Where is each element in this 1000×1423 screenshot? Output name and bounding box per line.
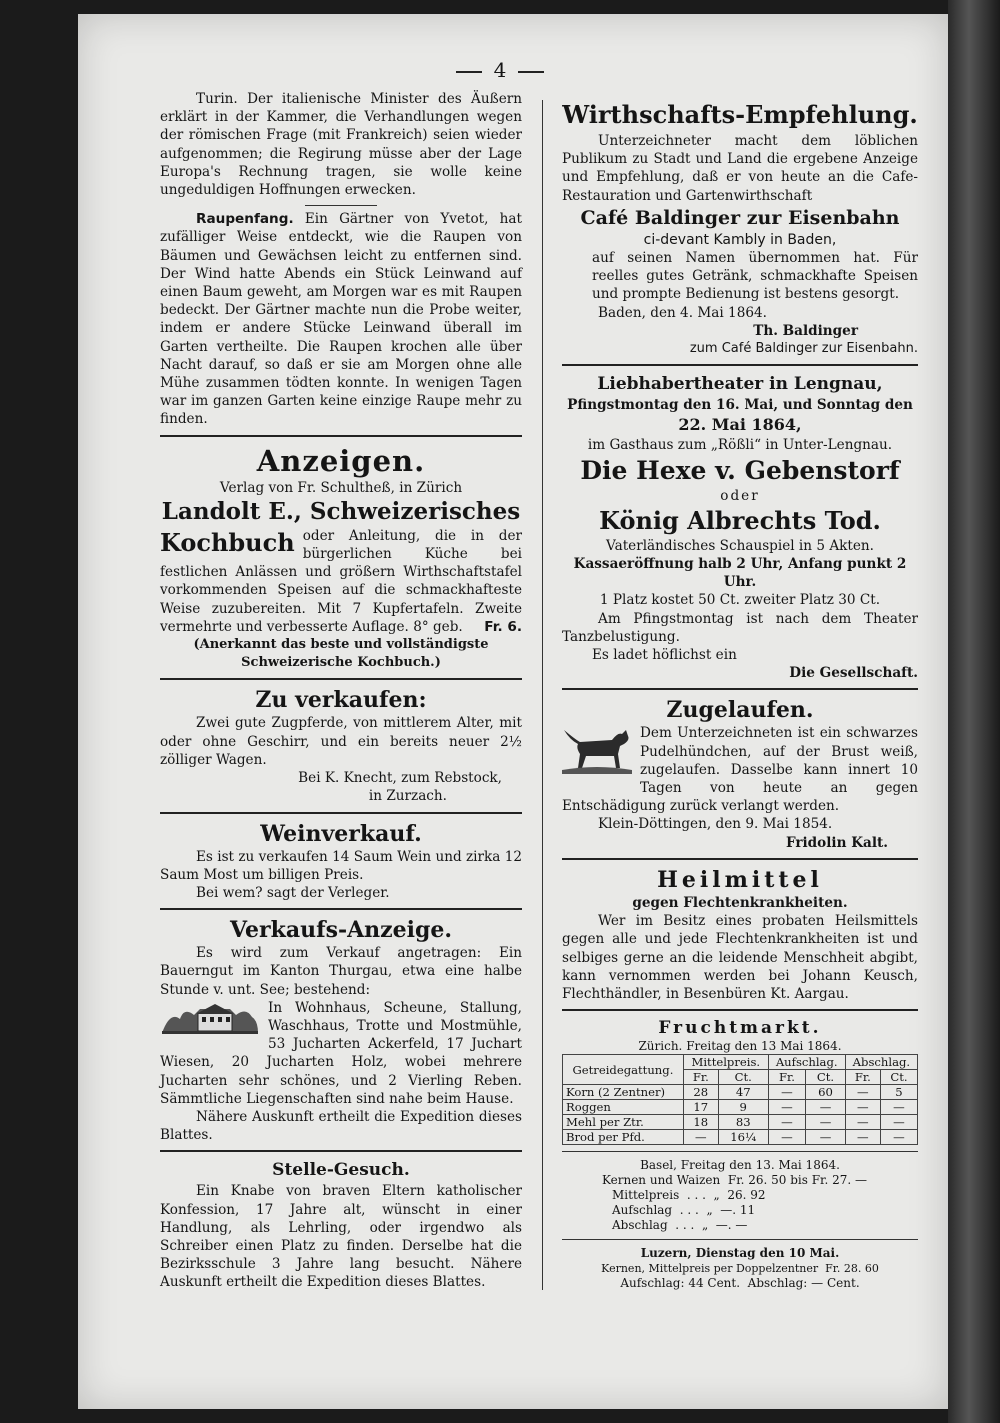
- zugelaufen-ad: [562, 724, 918, 815]
- table-header: Getreidegattung.: [563, 1055, 684, 1085]
- theater-place: im Gasthaus zum „Rößli“ in Unter-Lengnau.: [587, 437, 893, 454]
- basel-line: Basel, Freitag den 13. Mai 1864.: [640, 1158, 840, 1173]
- table-row: [563, 1100, 918, 1115]
- cafe-sub: ci-devant Kambly in Baden,: [643, 231, 837, 248]
- wirthschaft-date: Baden, den 4. Mai 1864.: [598, 304, 767, 321]
- table-cell: Mehl per Ztr.: [563, 1115, 684, 1130]
- table-cell: —: [880, 1115, 917, 1130]
- table-cell: —: [806, 1130, 846, 1145]
- table-cell: —: [845, 1100, 880, 1115]
- table-cell: 28: [683, 1085, 718, 1100]
- table-subheader: Ct.: [880, 1070, 917, 1085]
- play-title-1: Die Hexe v. Gebenstorf: [580, 455, 900, 485]
- kochbuch-note: (Anerkannt das beste und vollständigste Schweizerische Kochbuch.): [193, 637, 489, 671]
- divider: [160, 812, 522, 814]
- divider: [562, 1009, 918, 1011]
- wirthschaft-sign: Th. Baldinger: [753, 322, 858, 339]
- anzeigen-heading: Anzeigen.: [256, 443, 426, 478]
- zugelaufen-heading: Zugelaufen.: [666, 697, 814, 724]
- weinverkauf-heading: Weinverkauf.: [260, 820, 422, 847]
- table-header-row: [563, 1055, 918, 1070]
- table-row: [563, 1130, 918, 1145]
- heilmittel-heading: Heilmittel: [657, 866, 823, 893]
- verlag-line: Verlag von Fr. Schultheß, in Zürich: [219, 479, 463, 496]
- wirthschaft-heading: Wirthschafts-Empfehlung.: [562, 100, 918, 129]
- wirthschaft-sign-2: zum Café Baldinger zur Eisenbahn.: [689, 341, 918, 357]
- table-cell: —: [768, 1130, 806, 1145]
- zu-verkaufen-sign: Bei K. Knecht, zum Rebstock,: [298, 770, 502, 787]
- prices-line: 1 Platz kostet 50 Ct. zweiter Platz 30 Ct.: [599, 592, 881, 609]
- kochbuch-word: Kochbuch: [160, 527, 295, 557]
- heilmittel-sub: gegen Flechtenkrankheiten.: [632, 894, 848, 911]
- table-cell: 5: [880, 1085, 917, 1100]
- kassa-line: Kassaeröffnung halb 2 Uhr, Anfang punkt 2 Uhr.: [573, 556, 907, 591]
- zugelaufen-sign: Fridolin Kalt.: [785, 834, 888, 851]
- tanz-line: Am Pfingstmontag ist nach dem Theater Tanzbelustigung.: [562, 610, 918, 645]
- table-cell: —: [880, 1130, 917, 1145]
- book-binding: [948, 0, 1000, 1423]
- theater-line: Pfingstmontag den 16. Mai, und Sonntag den: [567, 397, 913, 414]
- divider: [562, 1239, 918, 1240]
- fruchtmarkt-heading: Fruchtmarkt.: [658, 1018, 822, 1039]
- basel-mittel: Mittelpreis . . . „ 26. 92: [612, 1188, 766, 1203]
- divider: [562, 858, 918, 860]
- basel-aufschlag: Aufschlag . . . „ —. 11: [612, 1203, 756, 1218]
- table-cell: —: [845, 1115, 880, 1130]
- luzern-aufschlag: Aufschlag: 44 Cent. Abschlag: — Cent.: [620, 1276, 860, 1291]
- einladung-line: Es ladet höflichst ein: [592, 647, 737, 664]
- verkaufs-items-text: In Wohnhaus, Scheune, Stallung, Waschhaus, Trotte und Mostmühle, 53 Jucharten Ackerfeld, 17 Juchart Wiesen, 20 Jucharten Holz, wobei mehrere Jucharten sehr schönes, und 2 Vierling Reben. Sämmtliche Liegenschaften sind nahe beim Hause.: [160, 999, 522, 1107]
- table-cell: Brod per Pfd.: [563, 1130, 684, 1145]
- table-subheader: Fr.: [768, 1070, 806, 1085]
- table-cell: Korn (2 Zentner): [563, 1085, 684, 1100]
- table-subheader: Fr.: [683, 1070, 718, 1085]
- table-header: Mittelpreis.: [683, 1055, 768, 1070]
- table-subheader: Fr.: [845, 1070, 880, 1085]
- price-table: [562, 1054, 918, 1145]
- divider: [160, 678, 522, 680]
- table-cell: 16¼: [718, 1130, 768, 1145]
- zurich-line: Zürich. Freitag den 13 Mai 1864.: [638, 1039, 842, 1054]
- table-cell: 47: [718, 1085, 768, 1100]
- table-subheader: Ct.: [718, 1070, 768, 1085]
- table-cell: 83: [718, 1115, 768, 1130]
- stelle-heading: Stelle-Gesuch.: [272, 1160, 410, 1181]
- raupenfang-text: Ein Gärtner von Yvetot, hat zufälliger Weise entdeckt, wie die Raupen von Bäumen und Gewächsen leicht zu entfernen sind. Der Wind hatte Abends ein Stück Leinwand auf einen Baum geweht, am Morgen war es mit Raupen bedeckt. Der Gärtner machte nun die Probe weiter, indem er andere Stücke Leinwand überall im Garten vertheilte. Die Raupen krochen alle über Nacht darauf, so daß er sie am Morgen ohne alle Mühe zusammen tödten konnte. In wenigen Tagen war im ganzen Garten keine einzige Raupe mehr zu finden.: [160, 211, 522, 428]
- dog-icon: [562, 726, 632, 779]
- landolt-title: Landolt E., Schweizerisches: [161, 497, 521, 525]
- divider: [160, 908, 522, 910]
- table-cell: 60: [806, 1085, 846, 1100]
- wirthschaft-text: Unterzeichneter macht dem löblichen Publikum zu Stadt und Land die ergebene Anzeige und Empfehlung, daß er von heute an die Cafe-Restauration und Gartenwirthschaft: [562, 133, 918, 204]
- theater-date: 22. Mai 1864,: [678, 415, 802, 435]
- table-cell: —: [806, 1115, 846, 1130]
- weinverkauf-text: Es ist zu verkaufen 14 Saum Wein und zirka 12 Saum Most um billigen Preis.: [160, 848, 522, 883]
- weinverkauf-ask: Bei wem? sagt der Verleger.: [196, 884, 390, 901]
- gesellschaft-sign: Die Gesellschaft.: [789, 665, 918, 682]
- luzern-line: Luzern, Dienstag den 10 Mai.: [640, 1246, 840, 1261]
- basel-abschlag: Abschlag . . . „ —. —: [612, 1218, 748, 1233]
- page-number: 4: [0, 58, 1000, 82]
- divider: [562, 688, 918, 690]
- table-cell: —: [768, 1100, 806, 1115]
- table-header: Abschlag.: [845, 1055, 917, 1070]
- kochbuch-ad: [160, 527, 522, 636]
- table-cell: —: [806, 1100, 846, 1115]
- heilmittel-text: Wer im Besitz eines probaten Heilsmittels gegen alle und jede Flechtenkrankheiten ist und selbiges gerne an die leidende Menschheit abgibt, kann vernommen werden bei Johann Keusch, Flechthändler, in Besenbüren Kt. Aargau.: [562, 913, 918, 1002]
- table-cell: —: [768, 1115, 806, 1130]
- verkaufs-heading: Verkaufs-Anzeige.: [229, 917, 453, 944]
- table-cell: —: [683, 1130, 718, 1145]
- zugelaufen-date: Klein-Döttingen, den 9. Mai 1854.: [598, 816, 833, 833]
- verkaufs-more: Nähere Auskunft ertheilt die Expedition dieses Blattes.: [160, 1108, 522, 1144]
- table-cell: 9: [718, 1100, 768, 1115]
- table-cell: —: [880, 1100, 917, 1115]
- divider: [160, 435, 522, 437]
- play-title-2: König Albrechts Tod.: [599, 505, 881, 535]
- divider: [562, 1151, 918, 1152]
- divider: [160, 1150, 522, 1152]
- right-column: [562, 88, 918, 1291]
- turin-article: Turin. Der italienische Minister des Äußern erklärt in der Kammer, die Verhandlungen wegen der römischen Frage (mit Frankreich) seien wieder aufgenommen; die Regirung müsse aber der Lage Europa's Rechnung tragen, sie wolle keine ungeduldigen Hoffnungen erwecken.: [160, 91, 522, 199]
- table-cell: —: [768, 1085, 806, 1100]
- divider: [562, 364, 918, 366]
- stelle-text: Ein Knabe von braven Eltern katholischer Konfession, 17 Jahre alt, wünscht in einer Handlung, als Lehrling, oder irgendwo als Schreiber einen Platz zu finden. Derselbe hat die Bezirksschule 3 Jahre lang besucht. Nähere Auskunft ertheilt die Expedition dieses Blattes.: [160, 1183, 522, 1291]
- theater-heading: Liebhabertheater in Lengnau,: [597, 374, 883, 395]
- table-cell: 17: [683, 1100, 718, 1115]
- table-cell: —: [845, 1130, 880, 1145]
- table-subheader: Ct.: [806, 1070, 846, 1085]
- cafe-name: Café Baldinger zur Eisenbahn: [580, 206, 900, 229]
- table-row: [563, 1085, 918, 1100]
- basel-kernen: Kernen und Waizen Fr. 26. 50 bis Fr. 27. —: [602, 1173, 867, 1188]
- column-separator: [542, 100, 543, 1290]
- table-header: Aufschlag.: [768, 1055, 845, 1070]
- zu-verkaufen-heading: Zu verkaufen:: [255, 687, 427, 714]
- left-column: [160, 88, 522, 1292]
- divider: [305, 205, 377, 206]
- zugelaufen-text: Dem Unterzeichneten ist ein schwarzes Pudelhündchen, auf der Brust weiß, zugelaufen. Dasselbe kann innert 10 Tagen von heute an gegen Entschädigung zurück verlangt werden.: [562, 725, 918, 815]
- verkaufs-items: [160, 999, 522, 1108]
- wirthschaft-text-2: auf seinen Namen übernommen hat. Für reelles gutes Getränk, schmackhafte Speisen und prompte Bedienung ist bestens gesorgt.: [592, 250, 918, 303]
- table-cell: —: [845, 1085, 880, 1100]
- zu-verkaufen-text: Zwei gute Zugpferde, von mittlerem Alter, mit oder ohne Geschirr, und ein bereits neuer 2½ zölliger Wagen.: [160, 715, 522, 768]
- zu-verkaufen-place: in Zurzach.: [368, 788, 447, 805]
- table-row: [563, 1115, 918, 1130]
- kochbuch-text: oder Anleitung, die in der bürgerlichen Küche bei festlichen Anlässen und größern Wirthschaftstafel vorkommenden Speisen auf die schmackhafteste Weise zuzubereiten. Mit 7 Kupfertafeln. Zweite vermehrte und verbesserte Auflage. 8° geb.: [160, 527, 522, 635]
- play-oder: oder: [720, 487, 760, 504]
- farmhouse-icon: [160, 1001, 260, 1040]
- luzern-kernen: Kernen, Mittelpreis per Doppelzentner Fr. 28. 60: [601, 1262, 879, 1276]
- kochbuch-price: Fr. 6.: [484, 618, 522, 635]
- raupenfang-title: Raupenfang.: [196, 211, 294, 228]
- table-cell: 18: [683, 1115, 718, 1130]
- table-cell: Roggen: [563, 1100, 684, 1115]
- verkaufs-text: Es wird zum Verkauf angetragen: Ein Bauerngut im Kanton Thurgau, etwa eine halbe Stunde v. unt. See; bestehend:: [160, 945, 522, 998]
- raupenfang-article: [160, 210, 522, 428]
- play-subtitle: Vaterländisches Schauspiel in 5 Akten.: [606, 537, 874, 554]
